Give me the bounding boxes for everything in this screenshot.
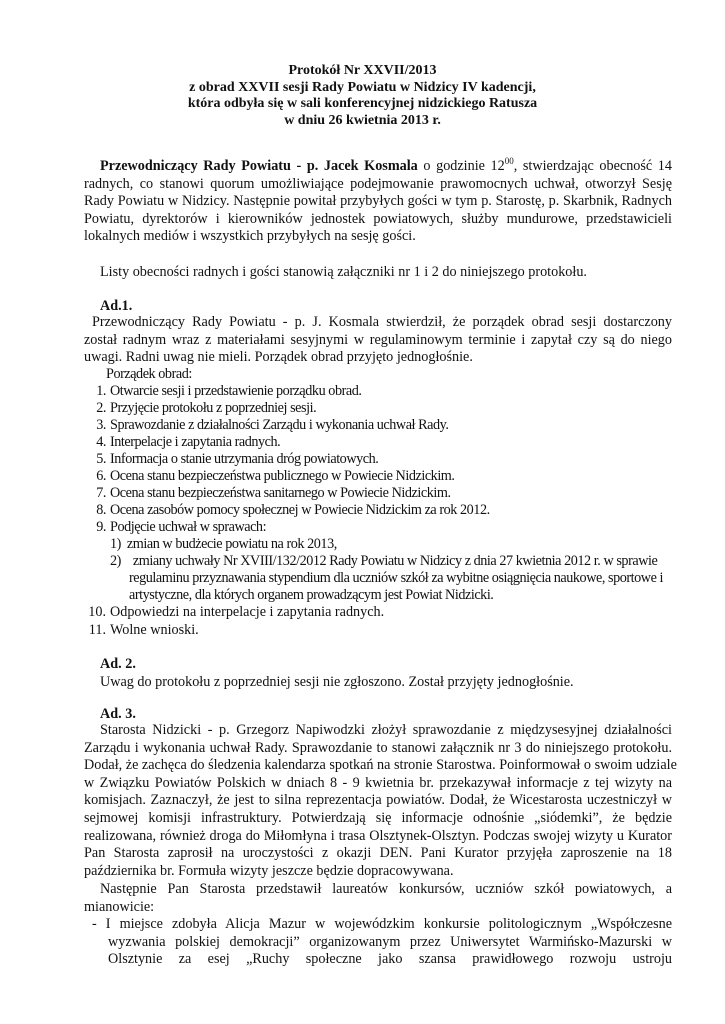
sub-list-continuation: regulaminu przyznawania stypendium dla uczniów szkół za wybitne osiągnięcia naukowe, sportowe i (129, 570, 664, 586)
list-item: 7. Ocena stanu bezpieczeństwa sanitarnego w Powiecie Nidzickim. (96, 485, 451, 501)
laureate-bullet: - I miejsce zdobyła Alicja Mazur w wojewódzkim konkursie politologicznym „Współczesne wyzwania polskiej demokracji” organizowanym przez Uniwersytet Warmińsko-Mazurski w Olsztynie za esej „Ruchy społeczne jako szansa prawidłowego rozwoju ustroju (92, 916, 672, 968)
list-item: 9. Podjęcie uchwał w sprawach: (96, 519, 267, 535)
list-item: 3. Sprawozdanie z działalności Zarządu i wykonania uchwał Rady. (96, 417, 449, 433)
intro-speaker: Przewodniczący Rady Powiatu - p. Jacek Kosmala (100, 158, 418, 174)
ad3-paragraph: Starosta Nidzicki - p. Grzegorz Napiwodzki złożył sprawozdanie z międzysesyjnej działalności Zarządu i wykonania uchwał Rady. Sprawozdanie to stanowi załącznik nr 3 do niniejszego protokołu. Dodał, że zachęca do śledzenia kalendarza spotkań na stronie Starostwa. Poinformował o swoim udziale w Związku Powiatów Polskich w dniach 8 - 9 kwietnia br. przekazywał informacje z tej wizyty na komisjach. Zaznaczył, że jest to silna reprezentacja powiatów. Dodał, że Wicestarosta uczestniczył w sejmowej komisji infrastruktury. Potwierdzają się informacje odnośnie „siódemki”, że będzie realizowana, również droga do Miłomłyna i trasa Olsztynek-Olsztyn. Podczas swojej wizyty u Kurator Pan Starosta zaprosił na uroczystości z okazji DEN. Pani Kurator przyjęła zaproszenie na 18 października br. Formuła wizyty jeszcze będzie dopracowywana. (84, 722, 677, 879)
intro-paragraph: Przewodniczący Rady Powiatu - p. Jacek Kosmala o godzinie $12^{00}$, stwierdzając obecność 14 radnych, co stanowi quorum umożliwiające podejmowanie prawomocnych uchwał, otworzył Sesję Rady Powiatu w Nidzicy. Następnie powitał przybyłych gości w tym p. Starostę, p. Skarbnik, Radnych Powiatu, dyrektorów i kierowników jednostek powiatowych, służby mundurowe, przedstawicieli lokalnych mediów i wszystkich przybyłych na sesję gości. (84, 156, 672, 245)
ad2-heading: Ad. 2. (100, 656, 136, 672)
list-item: 4. Interpelacje i zapytania radnych. (96, 434, 281, 450)
ad1-heading: Ad.1. (100, 298, 133, 314)
title-line-3: która odbyła się w sali konferencyjnej nidzickiego Ratusza (187, 96, 538, 111)
list-item: 1. Otwarcie sesji i przedstawienie porządku obrad. (96, 383, 362, 399)
title-line-1: Protokół Nr XXVII/2013 (288, 63, 437, 78)
sub-list-item: 1) zmian w budżecie powiatu na rok 2013, (110, 536, 337, 552)
list-item: 5. Informacja o stanie utrzymania dróg powiatowych. (96, 451, 379, 467)
agenda-label: Porządek obrad: (106, 366, 192, 382)
sub-list-item: 2) zmiany uchwały Nr XVIII/132/2012 Rady Powiatu w Nidzicy z dnia 27 kwietnia 2012 r. w sprawie (110, 553, 658, 569)
list-item: 6. Ocena stanu bezpieczeństwa publicznego w Powiecie Nidzickim. (96, 468, 455, 484)
attendance-note: Listy obecności radnych i gości stanowią załączniki nr 1 i 2 do niniejszego protokołu. (100, 264, 587, 280)
sub-list-continuation: artystyczne, dla których organem prowadzącym jest Powiat Nidzicki. (129, 587, 494, 603)
document-title (0, 63, 725, 129)
ad2-text: Uwag do protokołu z poprzedniej sesji nie zgłoszono. Został przyjęty jednogłośnie. (100, 674, 574, 690)
laureates-intro: Następnie Pan Starosta przedstawił laureatów konkursów, uczniów szkół powiatowych, a mianowicie: (84, 881, 672, 915)
list-item: 2. Przyjęcie protokołu z poprzedniej sesji. (96, 400, 317, 416)
title-line-2: z obrad XXVII sesji Rady Powiatu w Nidzicy IV kadencji, (189, 79, 536, 95)
ad3-heading: Ad. 3. (100, 706, 136, 722)
ad1-paragraph: Przewodniczący Rady Powiatu - p. J. Kosmala stwierdził, że porządek obrad sesji dostarczony został radnym wraz z materiałami sesyjnymi w regulaminowym terminie i zapytał czy są do niego uwagi. Radni uwag nie mieli. Porządek obrad przyjęto jednogłośnie. (84, 314, 672, 366)
list-item: 11. Wolne wnioski. (88, 622, 199, 638)
list-item: 8. Ocena zasobów pomocy społecznej w Powiecie Nidzickim za rok 2012. (96, 502, 490, 518)
title-line-4: w dniu 26 kwietnia 2013 r. (284, 112, 441, 128)
list-item: 10. Odpowiedzi na interpelacje i zapytania radnych. (88, 604, 385, 620)
